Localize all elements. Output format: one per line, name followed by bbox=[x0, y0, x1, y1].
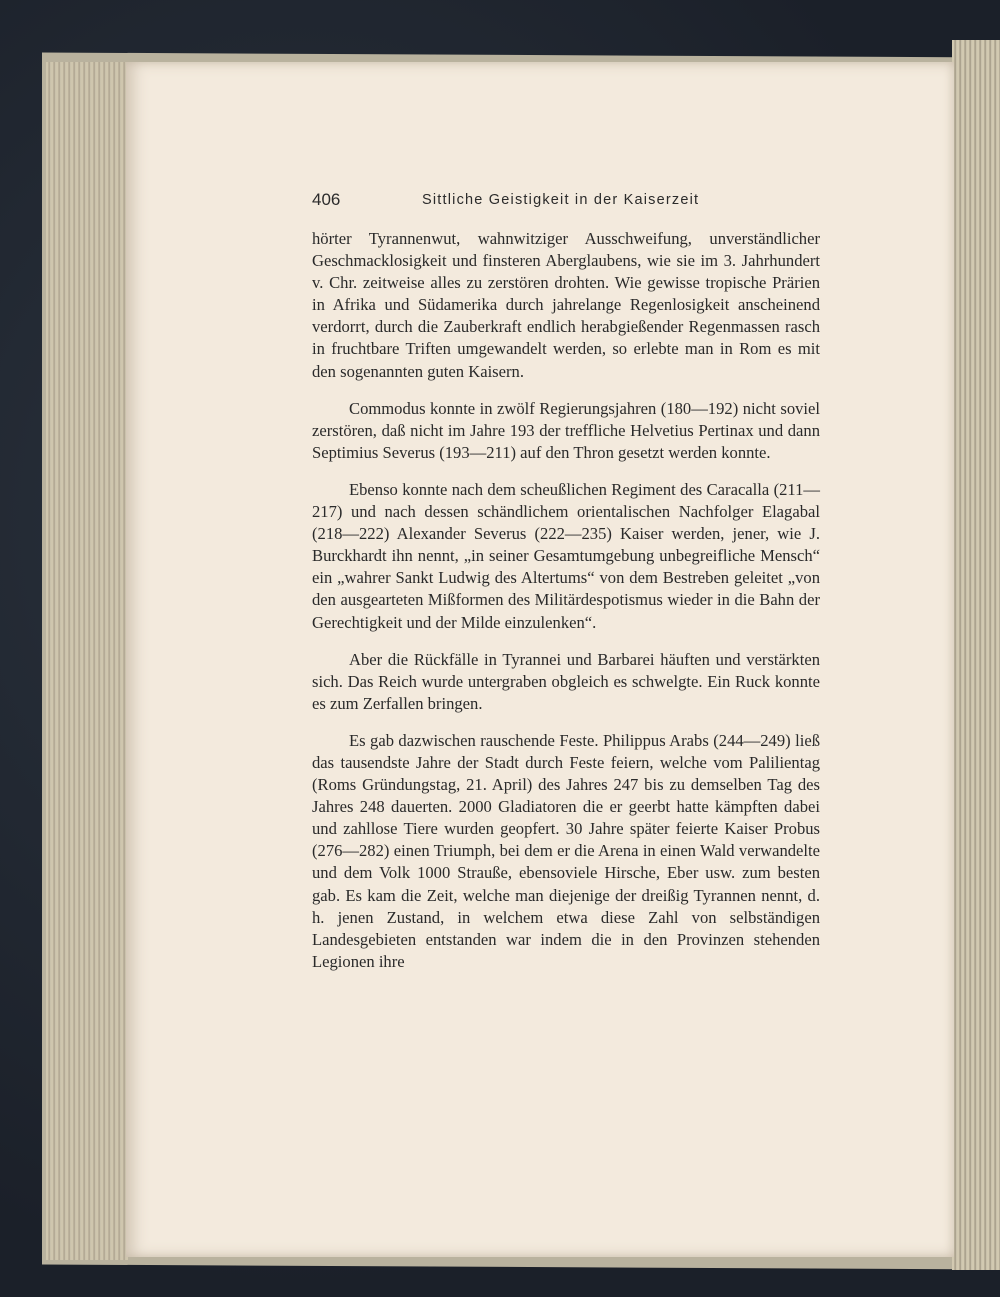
left-page-edges bbox=[46, 62, 128, 1260]
right-page-edges bbox=[952, 40, 1000, 1270]
paragraph: Ebenso konnte nach dem scheußlichen Regiment des Caracalla (211—217) und nach dessen schändlichem orientalischen Nachfolger Elagabal (218—222) Alexander Severus (222—235) Kaiser werden, jener, wie J. Burckhardt ihn nennt, „in seiner Gesamtumgebung unbegreifliche Mensch“ ein „wahrer Sankt Ludwig des Altertums“ von dem Bestreben geleitet „von den ausgearteten Mißformen des Militärdespotismus wieder in die Bahn der Gerechtigkeit und der Milde einzulenken“. bbox=[312, 479, 820, 632]
paragraph: hörter Tyrannenwut, wahnwitziger Ausschweifung, unverständlicher Geschmacklosigkeit und finsteren Aberglaubens, wie sie im 3. Jahrhundert v. Chr. zeitweise alles zu zerstören drohten. Wie gewisse tropische Prärien in Afrika und Südamerika durch jahrelange Regenlosigkeit anscheinend verdorrt, durch die Zauberkraft endlich herabgießender Regenmassen rasch in fruchtbare Triften umgewandelt werden, so erlebte man in Rom es mit den sogenannten guten Kaisern. bbox=[312, 229, 820, 381]
page-number: 406 bbox=[312, 190, 341, 209]
paragraph: Commodus konnte in zwölf Regierungsjahren (180—192) nicht soviel zerstören, daß nicht im Jahre 193 der treffliche Helvetius Pertinax und dann Septimius Severus (193—211) auf den Thron gesetzt werden konnte. bbox=[312, 398, 820, 462]
paragraph: Es gab dazwischen rauschende Feste. Philippus Arabs (244—249) ließ das tausendste Jahre der Stadt durch Feste feiern, welche vom Palilientag (Roms Gründungstag, 21. April) des Jahres 247 bis zu demselben Tag des Jahres 248 dauerten. 2000 Gladiatoren die er geerbt hatte kämpften dabei und zahllose Tiere wurden geopfert. 30 Jahre später feierte Kaiser Probus (276—282) einen Triumph, bei dem er die Arena in einen Wald verwandelte und dem Volk 1000 Strauße, ebensoviele Hirsche, Eber usw. zum besten gab. Es kam die Zeit, welche man diejenige der dreißig Tyrannen nennt, d. h. jenen Zustand, in welchem etwa diese Zahl von selbständigen Landesgebieten entstanden war indem die in den Provinzen stehenden Legionen ihre bbox=[312, 730, 820, 971]
running-head: Sittliche Geistigkeit in der Kaiserzeit bbox=[422, 192, 700, 208]
body-text bbox=[312, 228, 820, 973]
paragraph: Aber die Rückfälle in Tyrannei und Barbarei häuften und verstärkten sich. Das Reich wurde untergraben obgleich es schwelgte. Ein Ruck konnte es zum Zerfallen bringen. bbox=[312, 649, 820, 713]
